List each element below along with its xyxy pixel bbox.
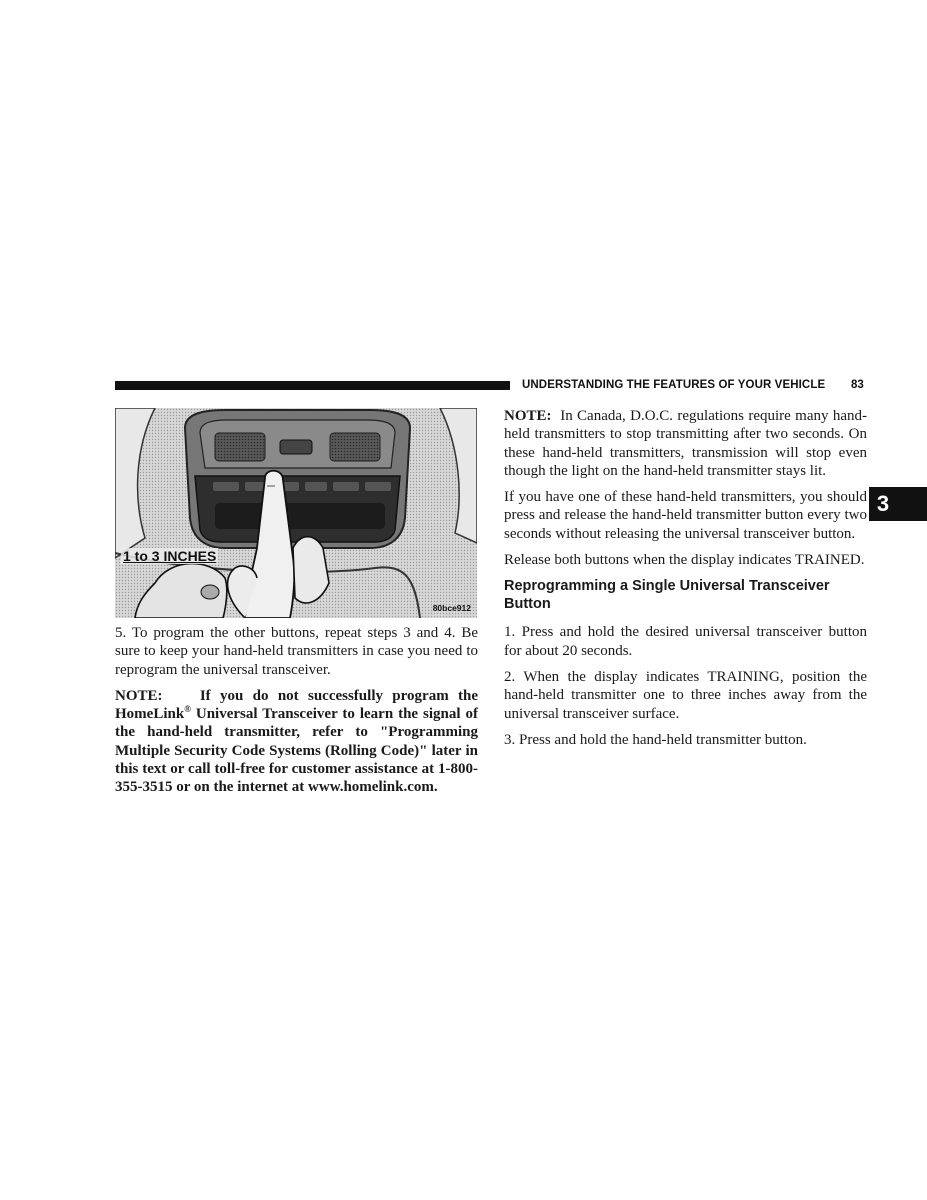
section-subheading: Reprogramming a Single Universal Transceiver Button [504, 578, 830, 613]
left-column [115, 624, 478, 805]
canada-note-text: In Canada, D.O.C. regulations require many hand-held transmitters to stop transmitting after two seconds. On these hand-held transmitters, transmission will stop even though the light on the hand-held transmitter stays lit. [504, 408, 867, 479]
figure-code: 80bce912 [432, 603, 471, 613]
paragraph-trained: Release both buttons when the display indicates TRAINED. [504, 552, 865, 569]
overhead-console-illustration [115, 408, 477, 618]
step-2-paragraph: 2. When the display indicates TRAINING, position the hand-held transmitter one to three inches away from the universal transceiver surface. [504, 668, 867, 722]
step-3-paragraph: 3. Press and hold the hand-held transmitter button. [504, 731, 807, 748]
step-1-paragraph: 1. Press and hold the desired universal transceiver button for about 20 seconds. [504, 624, 867, 659]
registered-mark: ® [184, 704, 191, 715]
chapter-tab: 3 [869, 487, 927, 521]
note-text-b: Universal Transceiver to learn the signal of the hand-held transmitter, refer to "Programming Multiple Security Code Systems (Rolling Code)" later in this text or call toll-free for customer assistance at 1-800-355-3515 or on the internet at www.homelink.com. [115, 706, 478, 796]
homelink-figure [115, 408, 477, 618]
distance-callout-label: 1 to 3 INCHES [123, 548, 217, 564]
note-label: NOTE: [115, 687, 163, 704]
homelink-note [115, 687, 478, 797]
right-column [504, 407, 867, 757]
paragraph-press-release: If you have one of these hand-held transmitters, you should press and release the hand-held transmitter button every two seconds without releasing the universal transceiver button. [504, 489, 867, 542]
header-rule [115, 381, 510, 390]
step-5-paragraph: 5. To program the other buttons, repeat steps 3 and 4. Be sure to keep your hand-held transmitters in case you need to reprogram the universal transceiver. [115, 625, 478, 678]
note-text-a: If you do not successfully program the HomeLink [115, 687, 479, 723]
page-number: 83 [851, 379, 864, 391]
running-header-title: UNDERSTANDING THE FEATURES OF YOUR VEHICLE [522, 379, 826, 391]
note-label: NOTE: [504, 408, 552, 424]
canada-note [504, 407, 867, 480]
